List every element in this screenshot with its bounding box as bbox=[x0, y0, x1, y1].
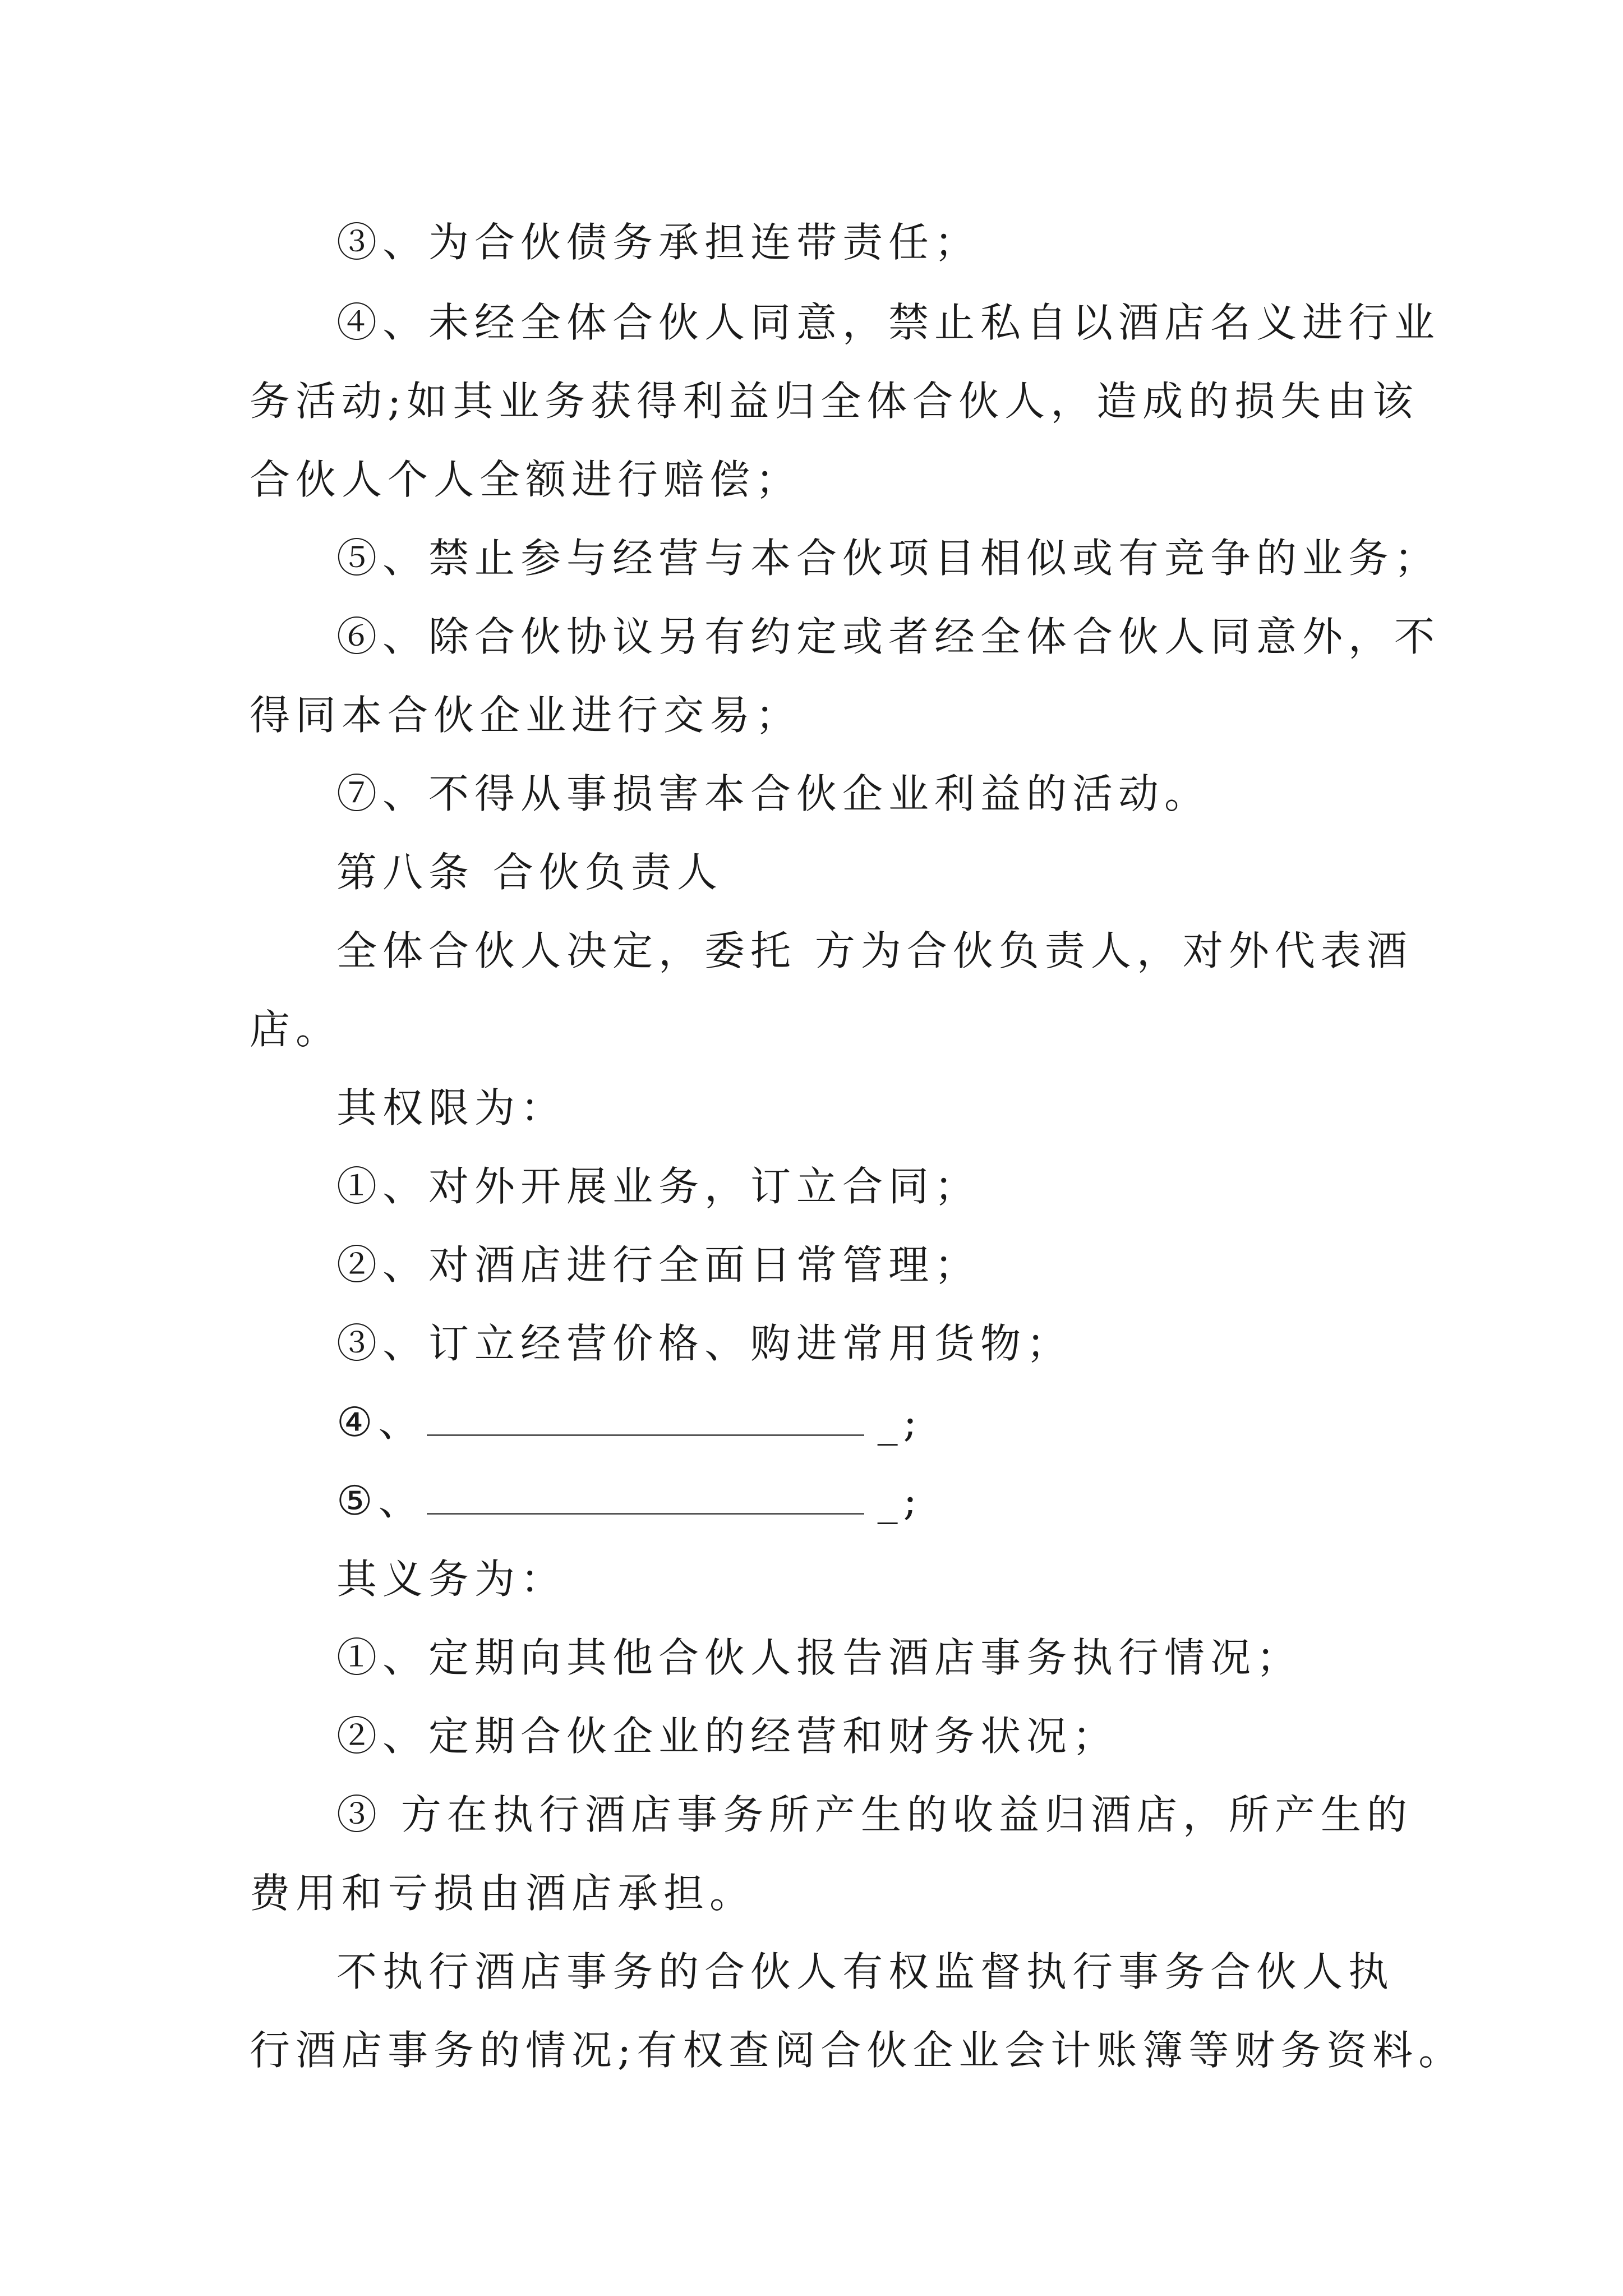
authority-heading: 其权限为： bbox=[336, 1084, 567, 1131]
authority-item-3: ③、订立经营价格、购进常用货物； bbox=[336, 1320, 1073, 1367]
duty-item-5: ⑤、禁止参与经营与本合伙项目相似或有竞争的业务； bbox=[336, 535, 1441, 582]
authority-item-2: ②、对酒店进行全面日常管理； bbox=[336, 1241, 981, 1289]
obligation-heading: 其义务为： bbox=[336, 1556, 567, 1603]
authority-item-5-suffix: _; bbox=[877, 1477, 923, 1524]
supervision-paragraph-line2: 行酒店事务的情况;有权查阅合伙企业会计账簿等财务资料。 bbox=[250, 2027, 1465, 2074]
obligation-item-1: ①、定期向其他合伙人报告酒店事务执行情况； bbox=[336, 1634, 1303, 1681]
authority-item-4-suffix: _; bbox=[877, 1398, 923, 1446]
duty-item-7: ⑦、不得从事损害本合伙企业利益的活动。 bbox=[336, 770, 1211, 817]
duty-item-6-line2: 得同本合伙企业进行交易； bbox=[250, 692, 802, 739]
authority-item-5-blank[interactable] bbox=[427, 1485, 864, 1515]
duty-item-4-line2: 务活动;如其业务获得利益归全体合伙人，造成的损失由该 bbox=[250, 378, 1419, 425]
authority-item-5 bbox=[336, 1473, 923, 1529]
duty-item-6-line1: ⑥、除合伙协议另有约定或者经全体合伙人同意外，不 bbox=[336, 613, 1441, 660]
duty-item-4-line3: 合伙人个人全额进行赔偿； bbox=[250, 456, 802, 503]
duty-item-3: ③、为合伙债务承担连带责任； bbox=[336, 219, 981, 266]
obligation-item-3-line2: 费用和亏损由酒店承担。 bbox=[250, 1870, 756, 1917]
obligation-item-3-line1: ③ 方在执行酒店事务所产生的收益归酒店，所产生的 bbox=[336, 1791, 1413, 1838]
authority-item-4-blank[interactable] bbox=[427, 1406, 864, 1436]
article-8-intro-line1: 全体合伙人决定，委托 方为合伙负责人，对外代表酒 bbox=[336, 927, 1413, 974]
authority-item-4-prefix: ④、 bbox=[336, 1398, 425, 1446]
duty-item-4-line1: ④、未经全体合伙人同意，禁止私自以酒店名义进行业 bbox=[336, 299, 1441, 346]
authority-item-1: ①、对外开展业务，订立合同； bbox=[336, 1163, 981, 1210]
authority-item-5-prefix: ⑤、 bbox=[336, 1477, 425, 1524]
obligation-item-2: ②、定期合伙企业的经营和财务状况； bbox=[336, 1713, 1119, 1760]
authority-item-4 bbox=[336, 1394, 923, 1450]
article-8-heading: 第八条 合伙负责人 bbox=[336, 849, 723, 896]
supervision-paragraph-line1: 不执行酒店事务的合伙人有权监督执行事务合伙人执 bbox=[336, 1948, 1395, 1995]
article-8-intro-line2: 店。 bbox=[250, 1006, 342, 1053]
